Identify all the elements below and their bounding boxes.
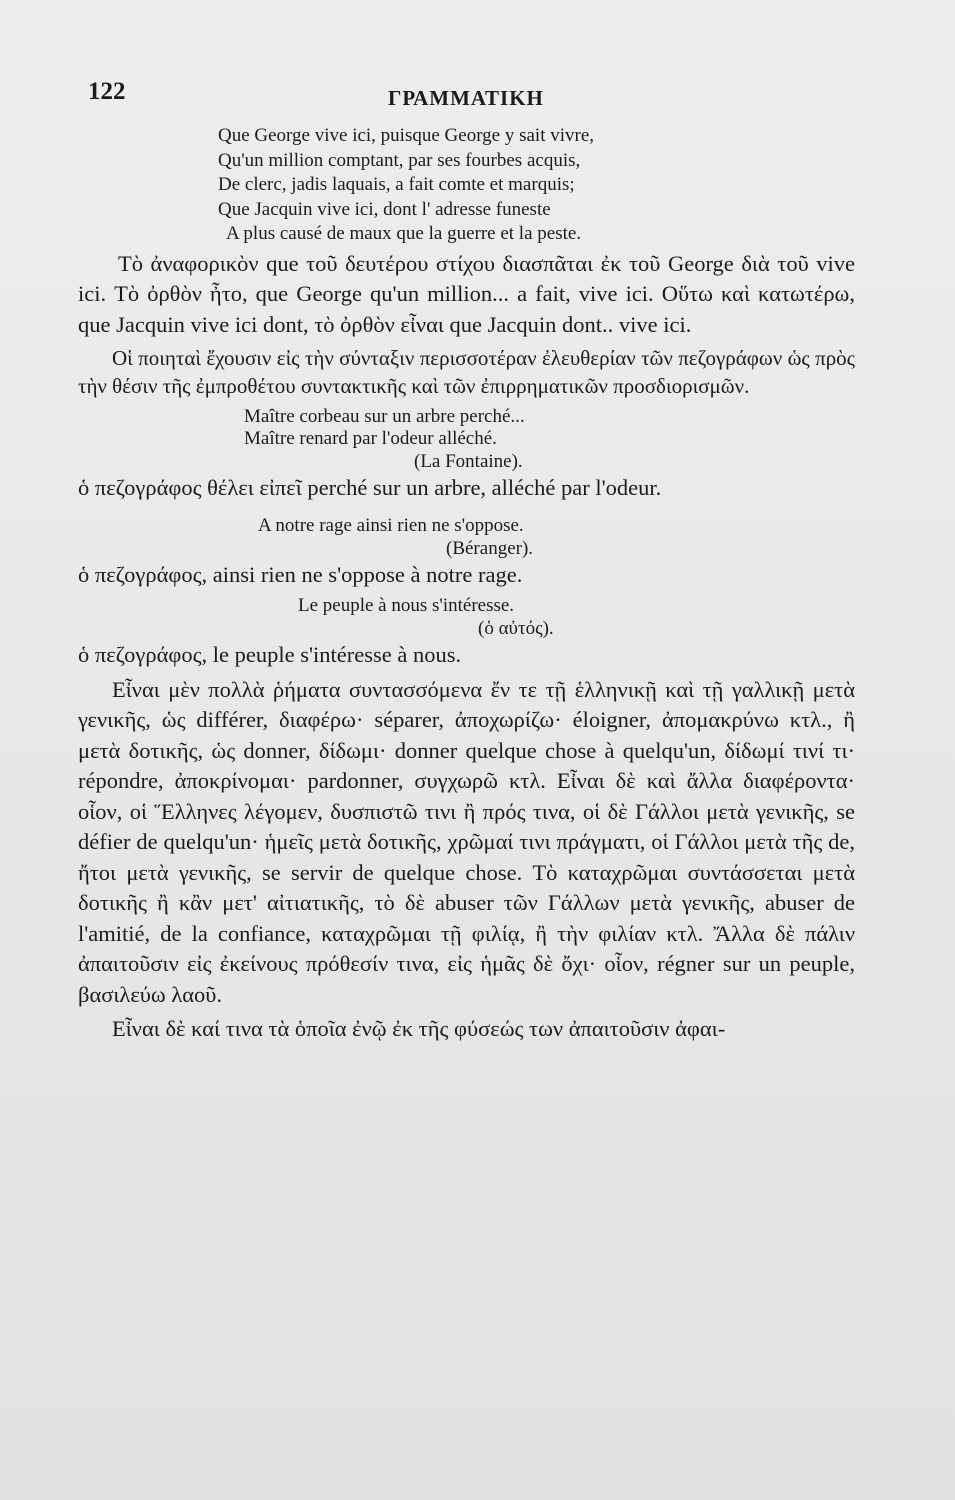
paragraph-1: Τὸ ἀναφορικὸν que τοῦ δευτέρου στίχου διασπᾶται ἐκ τοῦ George διὰ τοῦ vive ici. Τὸ ὀρθὸν ἦτο, que George qu'un million... a fait, vive ici. Οὕτω καὶ κατωτέρω, que Jacquin vive ici dont, τὸ ὀρθὸν εἶναι que Jacquin dont.. vive ici. [78,250,855,337]
attribution-same: (ὁ αὐτός). [478,618,554,639]
verse-quote-4: Le peuple à nous s'intéresse. [298,595,515,616]
verse-line: Qu'un million comptant, par ses fourbes acquis, [218,149,581,171]
attribution-beranger: (Béranger). [446,537,534,559]
verse-line: Maître renard par l'odeur alléché. [244,428,497,449]
paragraph-5: ὁ πεζογράφος, le peuple s'intéresse à nous. [78,642,462,667]
verse-line: De clerc, jadis laquais, a fait comte et marquis; [218,174,575,195]
verse-quote-2 [244,406,855,450]
verse-line: A plus causé de maux que la guerre et la peste. [226,223,582,244]
verse-quote-1 [218,124,855,247]
verse-line: Que George vive ici, puisque George y sait vivre, [218,125,595,146]
verse-line: Maître corbeau sur un arbre perché... [244,406,525,427]
running-head: ΓΡΑΜΜΑΤΙΚΗ [388,86,544,110]
paragraph-6: Εἶναι μὲν πολλὰ ῥήματα συντασσόμενα ἔν τε τῇ ἑλληνικῇ καὶ τῇ γαλλικῇ μετὰ γενικῆς, ὡς différer, διαφέρω· séparer, ἀποχωρίζω· éloigner, ἀπομακρύνω κτλ., ἢ μετὰ δοτικῆς, ὡς donner, δίδωμι· donner quelque chose à quelqu'un, δίδωμί τινί τι· répondre, ἀποκρίνομαι· pardonner, συγχωρῶ κτλ. Εἶναι δὲ καὶ ἄλλα διαφέροντα· οἷον, οἱ Ἕλληνες λέγομεν, δυσπιστῶ τινι ἢ πρός τινα, οἱ δὲ Γάλλοι μετὰ γενικῆς, se défier de quelqu'un· ἡμεῖς μετὰ δοτικῆς, χρῶμαί τινι πράγματι, οἱ Γάλλοι μετὰ τῆς de, ἤτοι μετὰ γενικῆς, se servir de quelque chose. Τὸ καταχρῶμαι συντάσσεται μετὰ δοτικῆς ἢ κἂν μετ' αἰτιατικῆς, τὸ δὲ abuser τῶν Γάλλων μετὰ γενικῆς, abuser de l'amitié, de la confiance, καταχρῶμαι τῇ φιλίᾳ, ἢ τὴν φιλίαν κτλ. Ἄλλα δὲ πάλιν ἀπαιτοῦσιν εἰς ἐκείνους πρόθεσίν τινα, εἰς ἡμᾶς δὲ ὄχι· οἷον, régner sur un peuple, βασιλεύω λαοῦ. [78,676,855,1007]
attribution-la-fontaine: (La Fontaine). [414,451,523,472]
paragraph-7: Εἶναι δὲ καί τινα τὰ ὁποῖα ἐνῷ ἐκ τῆς φύσεώς των ἀπαιτοῦσιν ἀφαι- [112,1016,726,1041]
page-header [78,78,855,124]
paragraph-4: ὁ πεζογράφος, ainsi rien ne s'oppose à notre rage. [78,561,523,587]
verse-line: Que Jacquin vive ici, dont l' adresse funeste [218,198,551,220]
paragraph-2: Οἱ ποιηταὶ ἔχουσιν εἰς τὴν σύνταξιν περισσοτέραν ἐλευθερίαν τῶν πεζογράφων ὡς πρὸς τὴν θέσιν τῆς ἐμπροθέτου συντακτικῆς καὶ τῶν ἐπιρρηματικῶν προσδιορισμῶν. [78,346,855,398]
page-number: 122 [88,78,126,105]
verse-quote-3: A notre rage ainsi rien ne s'oppose. [258,514,524,536]
paragraph-3: ὁ πεζογράφος θέλει εἰπεῖ perché sur un arbre, alléché par l'odeur. [78,475,662,500]
